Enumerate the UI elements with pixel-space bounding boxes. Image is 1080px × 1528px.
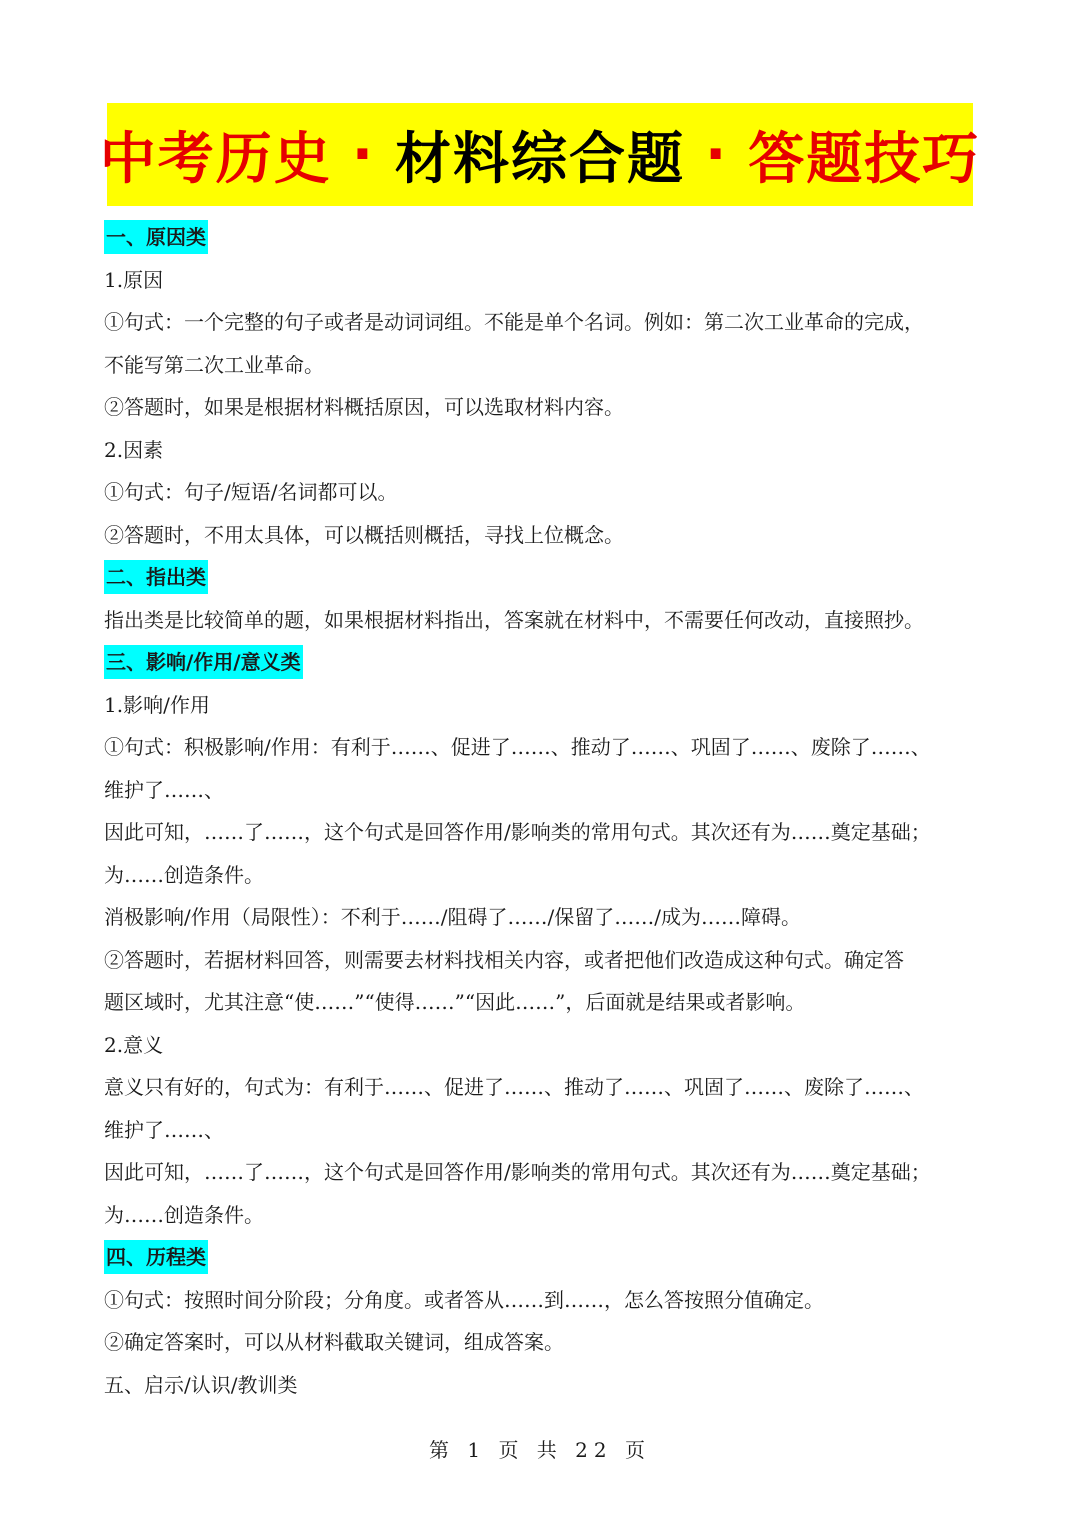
text-line: 2.因素	[104, 437, 164, 462]
text-line: 1.原因	[104, 267, 164, 292]
text-line: 消极影响/作用（局限性）：不利于……/阻碍了……/保留了……/成为……障碍。	[104, 905, 801, 929]
text-line: 因此可知，……了……，这个句式是回答作用/影响类的常用句式。其次还有为……奠定基础；	[104, 1160, 931, 1184]
text-line: ①句式：积极影响/作用：有利于……、促进了……、推动了……、巩固了……、废除了……、	[104, 735, 931, 759]
title-part-1: 中考历史	[99, 126, 332, 192]
text-line: 不能写第二次工业革命。	[104, 352, 324, 377]
text-line: 2.意义	[104, 1032, 164, 1057]
text-line: 五、启示/认识/教训类	[104, 1372, 298, 1397]
text-line: ②答题时，不用太具体，可以概括则概括，寻找上位概念。	[104, 522, 624, 547]
section-heading-row	[104, 556, 980, 599]
section-heading-row	[104, 1236, 980, 1279]
section-heading-row	[104, 641, 980, 684]
text-line: 题区域时，尤其注意“使……”“使得……”“因此……”，后面就是结果或者影响。	[104, 990, 806, 1014]
text-line: ②答题时，若据材料回答，则需要去材料找相关内容，或者把他们改造成这种句式。确定答	[104, 947, 904, 972]
text-line: ①句式：一个完整的句子或者是动词词组。不能是单个名词。例如：第二次工业革命的完成，	[104, 310, 924, 334]
section-heading-row	[104, 216, 980, 259]
title-separator-1: ·	[351, 122, 375, 187]
text-line: 指出类是比较简单的题，如果根据材料指出，答案就在材料中，不需要任何改动，直接照抄。	[104, 607, 924, 632]
title-separator-2: ·	[705, 122, 729, 187]
title-part-3: 答题技巧	[748, 126, 981, 192]
document-body	[104, 216, 980, 1406]
text-line: ②答题时，如果是根据材料概括原因，可以选取材料内容。	[104, 395, 624, 419]
section-heading: 三、影响/作用/意义类	[104, 645, 303, 679]
section-heading: 一、原因类	[104, 220, 208, 254]
text-line: 为……创造条件。	[104, 1202, 264, 1227]
text-line: 为……创造条件。	[104, 862, 264, 887]
text-line: 维护了……、	[104, 1117, 224, 1142]
section-heading: 四、历程类	[104, 1240, 208, 1274]
title-banner	[99, 103, 981, 206]
text-line: ①句式：按照时间分阶段；分角度。或者答从……到……，怎么答按照分值确定。	[104, 1287, 824, 1312]
text-line: ②确定答案时，可以从材料截取关键词，组成答案。	[104, 1330, 564, 1354]
text-line: 维护了……、	[104, 777, 224, 802]
section-heading: 二、指出类	[104, 560, 208, 594]
text-line: 因此可知，……了……，这个句式是回答作用/影响类的常用句式。其次还有为……奠定基础；	[104, 820, 931, 844]
page-footer: 第 1 页 共 22 页	[429, 1438, 651, 1462]
text-line: 1.影响/作用	[104, 692, 210, 717]
text-line: 意义只有好的，句式为：有利于……、促进了……、推动了……、巩固了……、废除了……、	[104, 1075, 924, 1099]
text-line: ①句式：句子/短语/名词都可以。	[104, 480, 398, 504]
title-part-2: 材料综合题	[395, 126, 685, 192]
